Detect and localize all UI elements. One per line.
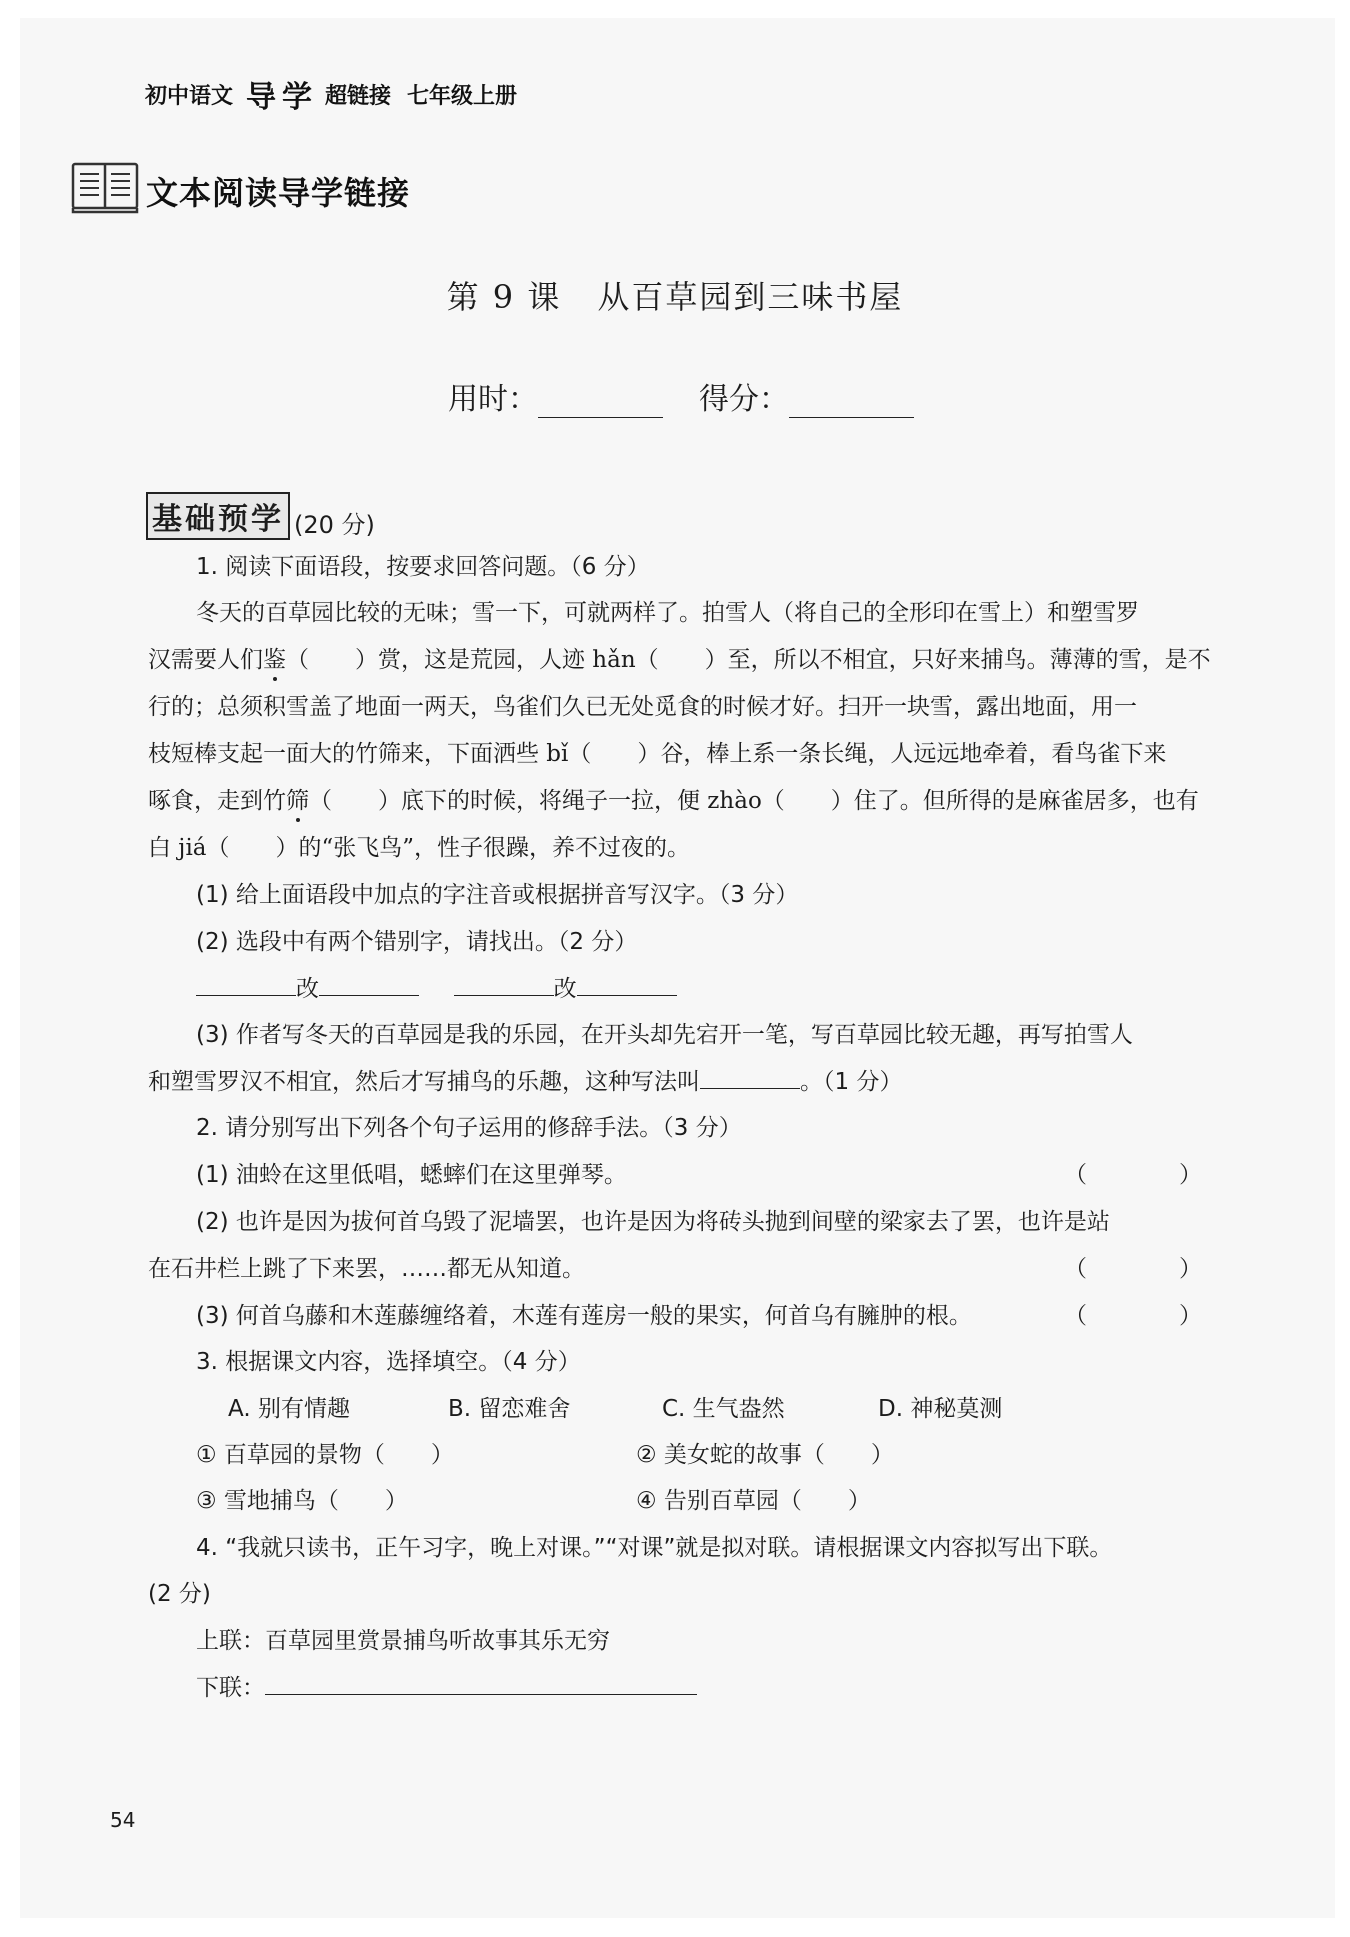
passage-text: 汉需要人们 xyxy=(148,647,263,673)
open-book-icon xyxy=(70,160,140,214)
page-number: 54 xyxy=(110,1808,136,1832)
q4-upper-couplet: 上联：百草园里赏景捕鸟听故事其乐无穷 xyxy=(196,1628,610,1654)
change-label: 改 xyxy=(296,976,319,1002)
wrong-char-blank[interactable] xyxy=(454,975,554,996)
passage-text: （ ）赏，这是荒园，人迹 hǎn（ ）至，所以不相宜，只好来捕鸟。薄薄的雪，是不 xyxy=(286,647,1211,673)
q2-s2-line1: (2) 也许是因为拔何首乌毁了泥墙罢，也许是因为将砖头抛到间壁的梁家去了罢，也许是站 xyxy=(196,1209,1110,1235)
q3-item-1[interactable]: ① 百草园的景物（ ） xyxy=(196,1442,454,1468)
q3-option-d: D. 神秘莫测 xyxy=(878,1396,1003,1422)
q2-answer-paren[interactable]: （ ） xyxy=(1064,1303,1202,1329)
basic-points: (20 分) xyxy=(294,511,375,539)
q3-option-c: C. 生气盎然 xyxy=(662,1396,785,1422)
q2-stem: 2. 请分别写出下列各个句子运用的修辞手法。（3 分） xyxy=(196,1115,742,1141)
q1-passage-line xyxy=(148,782,1199,815)
header-suffix: 超链接 xyxy=(325,83,392,109)
sub3-points: 。（1 分） xyxy=(800,1069,903,1095)
q1-passage-line: 冬天的百草园比较的无味；雪一下，可就两样了。拍雪人（将自己的全形印在雪上）和塑雪罗 xyxy=(196,600,1139,626)
q3-option-a: A. 别有情趣 xyxy=(228,1396,350,1422)
q1-passage-line: 行的；总须积雪盖了地面一两天，鸟雀们久已无处觅食的时候才好。扫开一块雪，露出地面，用一 xyxy=(148,694,1137,720)
score-blank[interactable] xyxy=(789,387,914,418)
header-big-xue: 学 xyxy=(282,80,313,115)
q3-option-b: B. 留恋难舍 xyxy=(448,1396,571,1422)
header-big-dao: 导 xyxy=(246,80,277,115)
q3-stem: 3. 根据课文内容，选择填空。（4 分） xyxy=(196,1349,581,1375)
q1-sub2: (2) 选段中有两个错别字，请找出。（2 分） xyxy=(196,929,638,955)
q1-passage-line xyxy=(148,641,1211,674)
correct-char-blank[interactable] xyxy=(577,975,677,996)
score-label: 得分： xyxy=(699,382,789,417)
lesson-number: 第 9 课 xyxy=(446,278,562,316)
q2-s3: (3) 何首乌藤和木莲藤缠络着，木莲有莲房一般的果实，何首乌有臃肿的根。 xyxy=(196,1303,972,1329)
q1-passage-line: 枝短棒支起一面大的竹筛来，下面洒些 bǐ（ ）谷，棒上系一条长绳，人远远地牵着，看鸟雀下来 xyxy=(148,741,1167,767)
dotted-char-jian: 鉴 xyxy=(263,647,286,673)
q3-item-3[interactable]: ③ 雪地捕鸟（ ） xyxy=(196,1488,408,1514)
section-title: 文本阅读导学链接 xyxy=(146,174,411,212)
q3-item-4[interactable]: ④ 告别百草园（ ） xyxy=(636,1488,871,1514)
correct-char-blank[interactable] xyxy=(319,975,419,996)
q3-item-2[interactable]: ② 美女蛇的故事（ ） xyxy=(636,1442,894,1468)
time-label: 用时： xyxy=(448,382,538,417)
q4-lower-couplet xyxy=(196,1669,697,1702)
basic-section-header xyxy=(146,492,375,540)
q2-answer-paren[interactable]: （ ） xyxy=(1064,1162,1202,1188)
passage-text: 啄食，走到竹 xyxy=(148,788,286,814)
q1-sub3-line2 xyxy=(148,1063,902,1096)
dotted-char-shai: 筛 xyxy=(286,788,309,814)
change-label: 改 xyxy=(553,976,577,1002)
q1-passage-line: 白 jiá（ ）的“张飞鸟”，性子很躁，养不过夜的。 xyxy=(148,835,691,861)
time-blank[interactable] xyxy=(538,387,663,418)
q2-answer-paren[interactable]: （ ） xyxy=(1064,1256,1202,1282)
passage-text: （ ）底下的时候，将绳子一拉，便 zhào（ ）住了。但所得的是麻雀居多，也有 xyxy=(309,788,1199,814)
q1-sub2-answers xyxy=(196,970,677,1003)
lower-couplet-blank[interactable] xyxy=(265,1674,697,1695)
q1-sub3-line1: (3) 作者写冬天的百草园是我的乐园，在开头却先宕开一笔，写百草园比较无趣，再写拍雪人 xyxy=(196,1022,1133,1048)
wrong-char-blank[interactable] xyxy=(196,975,296,996)
lesson-name: 从百草园到三味书屋 xyxy=(597,278,904,316)
q2-s2-line2: 在石井栏上跳了下来罢，……都无从知道。 xyxy=(148,1256,585,1282)
lesson-title xyxy=(0,272,1350,318)
lower-label: 下联： xyxy=(196,1675,265,1701)
q4-stem-line2: (2 分) xyxy=(148,1581,211,1607)
sub3-text: 和塑雪罗汉不相宜，然后才写捕鸟的乐趣，这种写法叫 xyxy=(148,1069,700,1095)
time-score-row xyxy=(448,374,914,418)
writing-method-blank[interactable] xyxy=(700,1068,800,1089)
header-grade: 七年级上册 xyxy=(407,83,518,109)
q2-s1: (1) 油蛉在这里低唱，蟋蟀们在这里弹琴。 xyxy=(196,1162,627,1188)
basic-label: 基础预学 xyxy=(146,492,290,540)
book-header xyxy=(145,72,517,116)
q1-sub1: (1) 给上面语段中加点的字注音或根据拼音写汉字。（3 分） xyxy=(196,882,799,908)
header-prefix: 初中语文 xyxy=(145,83,234,109)
q1-stem: 1. 阅读下面语段，按要求回答问题。（6 分） xyxy=(196,554,650,580)
q4-stem-line1: 4. “我就只读书，正午习字，晚上对课。”“对课”就是拟对联。请根据课文内容拟写出下联。 xyxy=(196,1535,1113,1561)
